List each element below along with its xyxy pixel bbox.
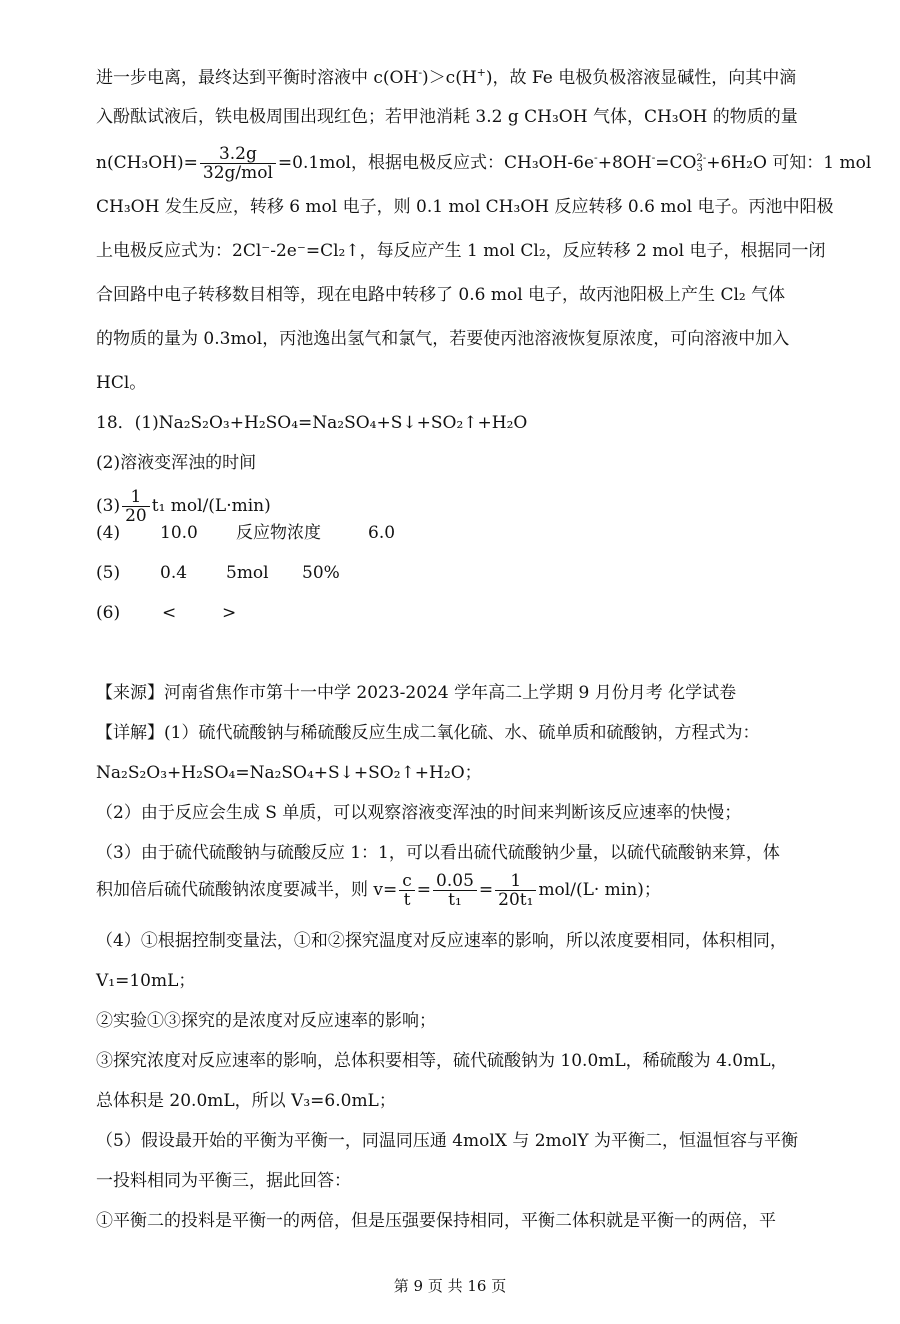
answer-label: (4) [96, 523, 121, 543]
answer-line: 18．(1)Na₂S₂O₃+H₂SO₄=Na₂SO₄+S↓+SO₂↑+H₂O [96, 413, 528, 433]
detail-line: 总体积是 20.0mL，所以 V₃=6.0mL； [96, 1091, 396, 1111]
detail-line: 一投料相同为平衡三，据此回答： [96, 1171, 351, 1191]
answer-value: 5mol [226, 563, 269, 583]
text-line: 上电极反应式为：2Cl⁻-2e⁻=Cl₂↑，每反应产生 1 mol Cl₂，反应转移 2 mol 电子，根据同一闭 [96, 241, 826, 261]
fraction [122, 488, 150, 525]
text-line: 合回路中电子转移数目相等，现在电路中转移了 0.6 mol 电子，故丙池阳极上产生 Cl₂ 气体 [96, 285, 786, 305]
answer-line: (2)溶液变浑浊的时间 [96, 453, 257, 473]
fraction-denominator: 20t₁ [498, 890, 534, 910]
text-segment: =CO [655, 153, 697, 173]
answer-value: 反应物浓度 [236, 523, 321, 543]
text-line: HCl。 [96, 373, 147, 393]
text-segment: +8OH [597, 153, 652, 173]
detail-line: （2）由于反应会生成 S 单质，可以观察溶液变浑浊的时间来判断该反应速率的快慢； [96, 803, 742, 823]
answer-line [96, 488, 271, 525]
fraction [399, 872, 415, 909]
text-segment: )，故 Fe 电极负极溶液显碱性，向其中滴 [485, 68, 797, 88]
detail-line: （5）假设最开始的平衡为平衡一，同温同压通 4molX 与 2molY 为平衡二，恒温恒容与平衡 [96, 1131, 798, 1151]
answer-value: 6.0 [368, 523, 396, 543]
text-segment: )＞c(H [422, 68, 477, 88]
page-number: 第 9 页 共 16 页 [393, 1277, 507, 1295]
answer-value: > [222, 603, 237, 623]
text-segment: t₁ mol/(L·min) [151, 496, 271, 516]
fraction-numerator: c [399, 872, 415, 891]
fraction-numerator: 0.05 [433, 872, 477, 891]
text-segment: 进一步电离，最终达到平衡时溶液中 c(OH [96, 68, 419, 88]
source-line: 【来源】河南省焦作市第十一中学 2023-2024 学年高二上学期 9 月份月考 化学试卷 [96, 683, 737, 703]
text-line: 进一步电离，最终达到平衡时溶液中 c(OH-)＞c(H+)，故 Fe 电极负极溶液显碱性，向其中滴 [96, 66, 797, 88]
detail-line: V₁=10mL； [96, 971, 196, 991]
detail-line: ③探究浓度对反应速率的影响，总体积要相等，硫代硫酸钠为 10.0mL，稀硫酸为 4.0mL， [96, 1051, 788, 1071]
text-segment: (3) [96, 496, 121, 516]
text-segment: =0.1mol，根据电极反应式：CH₃OH-6e [277, 153, 595, 173]
fraction-denominator: 32g/mol [202, 163, 273, 183]
fraction-numerator: 3.2g [200, 145, 276, 164]
detail-line: ①平衡二的投料是平衡一的两倍，但是压强要保持相同，平衡二体积就是平衡一的两倍，平 [96, 1211, 776, 1231]
fraction [200, 145, 276, 182]
detail-line: Na₂S₂O₃+H₂SO₄=Na₂SO₄+S↓+SO₂↑+H₂O； [96, 763, 482, 783]
fraction [433, 872, 477, 909]
detail-line: （3）由于硫代硫酸钠与硫酸反应 1：1，可以看出硫代硫酸钠少量，以硫代硫酸钠来算，体 [96, 843, 780, 863]
answer-value: 0.4 [160, 563, 188, 583]
fraction-denominator: t₁ [448, 890, 462, 910]
answer-label: (6) [96, 603, 121, 623]
fraction [495, 872, 536, 909]
answer-value: 50% [302, 563, 340, 583]
text-segment: 积加倍后硫代硫酸钠浓度要减半，则 v= [96, 880, 398, 900]
text-segment: mol/(L· min)； [538, 880, 661, 900]
text-line: 入酚酞试液后，铁电极周围出现红色；若甲池消耗 3.2 g CH₃OH 气体，CH₃OH 的物质的量 [96, 107, 798, 127]
answer-value: < [162, 603, 177, 623]
detail-line: 积加倍后硫代硫酸钠浓度要减半，则 v= $\frac{c}{t}$ = $\frac{0.05}{\text{t₁}}$ = $\frac{1}{\text{20t₁}}$ mol/(L· min)； [96, 871, 661, 910]
answer-value: 10.0 [160, 523, 198, 543]
answer-label: (5) [96, 563, 121, 583]
fraction-denominator: t [403, 890, 411, 910]
detail-line: （4）①根据控制变量法，①和②探究温度对反应速率的影响，所以浓度要相同，体积相同， [96, 931, 787, 951]
text-segment: +6H₂O 可知：1 mol [706, 153, 872, 173]
fraction-numerator: 1 [122, 488, 150, 507]
detail-line: ②实验①③探究的是浓度对反应速率的影响； [96, 1011, 436, 1031]
detail-line: 【详解】(1）硫代硫酸钠与稀硫酸反应生成二氧化硫、水、硫单质和硫酸钠，方程式为： [96, 723, 760, 743]
fraction-numerator: 1 [495, 872, 536, 891]
text-line: 的物质的量为 0.3mol，丙池逸出氢气和氯气，若要使丙池溶液恢复原浓度，可向溶液中加入 [96, 329, 790, 349]
text-segment: n(CH₃OH)= [96, 153, 198, 173]
text-line: n(CH₃OH)= $\frac{3.2g}{\text{32g/mol}}$ =0.1mol，根据电极反应式：CH₃OH-6e-+8OH-=CO 2- 3 +6H₂O 可知：1 mol [96, 144, 872, 183]
fraction-denominator: 20 [125, 506, 147, 526]
text-line: CH₃OH 发生反应，转移 6 mol 电子，则 0.1 mol CH₃OH 反应转移 0.6 mol 电子。丙池中阳极 [96, 197, 834, 217]
